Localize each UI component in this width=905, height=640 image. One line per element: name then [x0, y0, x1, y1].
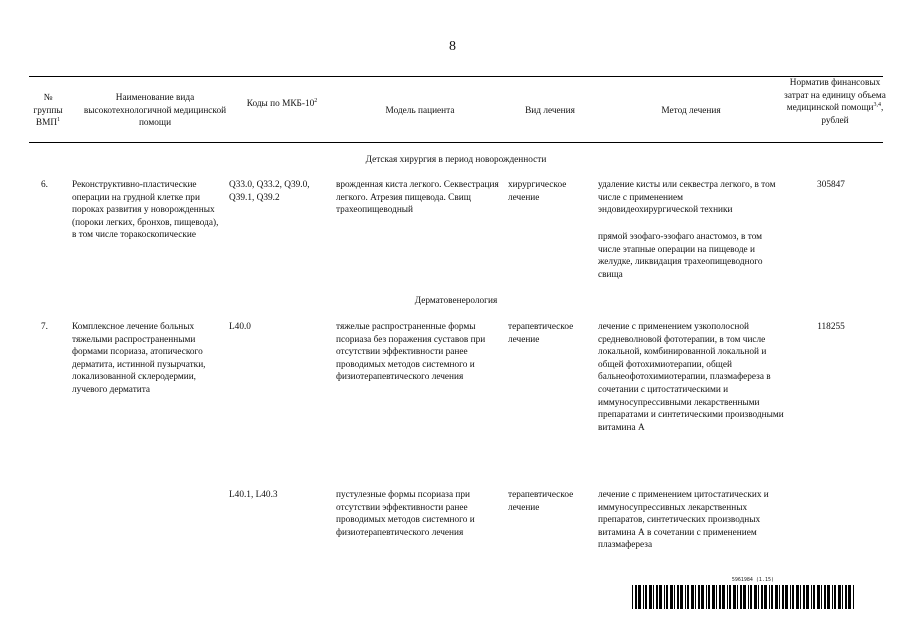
row-number: 6. [41, 180, 48, 190]
section-title: Дерматовенерология [414, 296, 498, 306]
document-code: 5961984 (1.15) [731, 577, 774, 583]
treatment-type: хирургическое лечение [508, 180, 567, 203]
header-group-no: № группы ВМП$^1$ [33, 93, 63, 129]
row-number: 7. [41, 322, 48, 332]
header-treatment-method: Метод лечения [661, 106, 721, 116]
treatment-type: терапевтическое лечение [508, 322, 574, 345]
icd-codes: Q33.0, Q33.2, Q39.0, Q39.1, Q39.2 [229, 180, 310, 203]
page-number: 8 [449, 39, 456, 54]
care-name: Комплексное лечение больных тяжелыми распространенными формами псориаза, атопического дерматита, истинной пузырчатки, локализованной склеродермии, лучевого дерматита [72, 322, 206, 395]
treatment-method: лечение с применением узкополосной средневолновой фототерапии, в том числе локальной, комбинированной локальной и общей фотохимиотерапии, общей бальнеофотохимиотерапии, плазмафереза в сочетании с цитостатическими и иммуносупрессивными лекарственными препаратами и синтетическими производными витамина А [598, 322, 784, 433]
patient-model: врожденная киста легкого. Секвестрация легкого. Атрезия пищевода. Свищ трахеопищеводный [336, 180, 499, 216]
icd-codes: L40.1, L40.3 [229, 490, 278, 500]
header-patient-model: Модель пациента [385, 106, 455, 116]
treatment-method: лечение с применением цитостатических и иммуносупрессивных лекарственных препаратов, синтетических производных витамина А в сочетании с применением плазмафереза [598, 490, 769, 551]
care-name: Реконструктивно-пластические операции на грудной клетке при пороках развития у новорожденных (пороки легких, бронхов, пищевода), в том числе торакоскопические [72, 180, 219, 241]
header-care-name: Наименование вида высокотехнологичной медицинской помощи [83, 93, 227, 129]
cost-value: 118255 [817, 322, 845, 332]
section-title: Детская хирургия в период новорожденности [365, 155, 547, 165]
patient-model: тяжелые распространенные формы псориаза без поражения суставов при отсутствии эффективности ранее проводимых методов системного и физиотерапевтического лечения [336, 322, 486, 383]
icd-codes: L40.0 [229, 322, 251, 332]
header-treatment-type: Вид лечения [525, 106, 575, 116]
header-cost-norm: Норматив финансовых затрат на единицу объема медицинской помощи$^{3,4}$, рублей [784, 78, 886, 126]
header-icd-codes: Коды по МКБ-$10^2$ [246, 97, 318, 109]
treatment-method: прямой эзофаго-эзофаго анастомоз, в том числе этапные операции на пищеводе и желудке, ликвидация трахеопищеводного свища [598, 232, 763, 280]
table-header-rule [29, 142, 883, 143]
barcode-icon [632, 585, 855, 609]
treatment-method: удаление кисты или секвестра легкого, в том числе с применением эндовидеохирургической техники [598, 180, 776, 216]
cost-value: 305847 [817, 180, 845, 190]
patient-model: пустулезные формы псориаза при отсутствии эффективности ранее проводимых методов системного и физиотерапевтического лечения [336, 490, 475, 538]
table-top-rule [29, 76, 883, 77]
treatment-type: терапевтическое лечение [508, 490, 574, 513]
